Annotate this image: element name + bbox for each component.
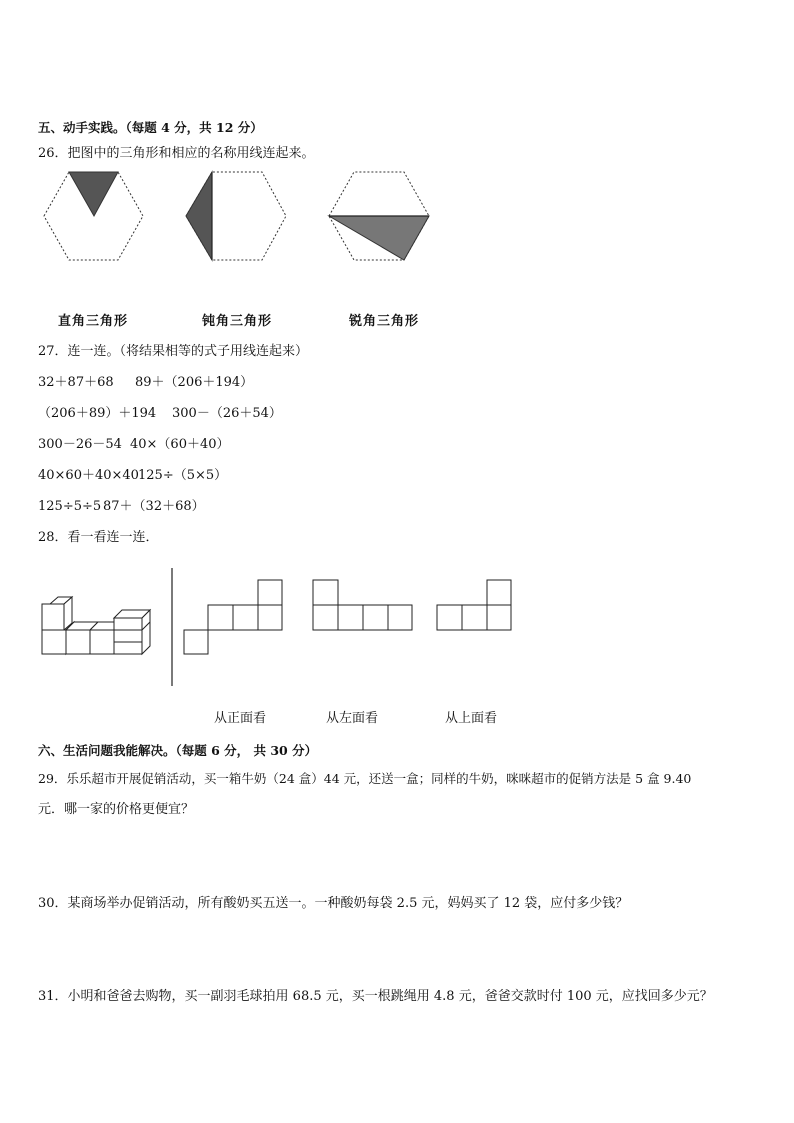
question-27: 27．连一连。（将结果相等的式子用线连起来） <box>38 344 309 359</box>
question-30: 30．某商场举办促销活动，所有酸奶买五送一。一种酸奶每袋 2.5 元，妈妈买了 12 袋，应付多少钱？ <box>38 896 629 911</box>
question-31: 31．小明和爸爸去购物，买一副羽毛球拍用 68.5 元，买一根跳绳用 4.8 元，爸爸交款时付 100 元，应找回多少元？ <box>38 989 713 1004</box>
q27-row-5-left: 125÷5÷5 <box>38 499 102 514</box>
q27-row-4-left: 40×60＋40×40 <box>38 468 139 483</box>
q27-row-3-right: 40×（60＋40） <box>130 437 230 452</box>
q27-row-1-right: 89＋（206＋194） <box>135 375 254 390</box>
q27-row-4-right: 125÷（5×5） <box>138 468 228 483</box>
q27-row-2-left: （206＋89）＋194 <box>38 406 157 421</box>
q27-row-2-right: 300－（26＋54） <box>172 406 282 421</box>
section-5-heading: 五、动手实践。（每题 4 分，共 12 分） <box>38 120 263 135</box>
view-grid-3 <box>437 580 511 630</box>
view-grid-2 <box>313 580 412 630</box>
view-label-top: 从上面看 <box>445 711 498 726</box>
view-label-front: 从正面看 <box>214 711 267 726</box>
triangle-label-right: 直角三角形 <box>58 314 129 329</box>
triangle-label-acute: 锐角三角形 <box>349 314 420 329</box>
question-28: 28．看一看连一连． <box>38 530 159 545</box>
view-grid-1 <box>184 580 282 654</box>
q27-row-3-left: 300－26－54 <box>38 437 122 452</box>
cube-stack <box>42 597 150 654</box>
q27-row-5-right: 87＋（32＋68） <box>103 499 205 514</box>
view-label-left: 从左面看 <box>326 711 379 726</box>
q27-row-1-left: 32＋87＋68 <box>38 375 114 390</box>
section-6-heading: 六、生活问题我能解决。（每题 6 分， 共 30 分） <box>38 743 318 758</box>
question-29-line-1: 29．乐乐超市开展促销活动，买一箱牛奶（24 盒）44 元，还送一盒；同样的牛奶，咪咪超市的促销方法是 5 盒 9.40 <box>38 771 692 786</box>
question-29-line-2: 元．哪一家的价格更便宜？ <box>38 802 195 817</box>
triangle-label-obtuse: 钝角三角形 <box>202 314 273 329</box>
question-26: 26．把图中的三角形和相应的名称用线连起来。 <box>38 146 315 161</box>
